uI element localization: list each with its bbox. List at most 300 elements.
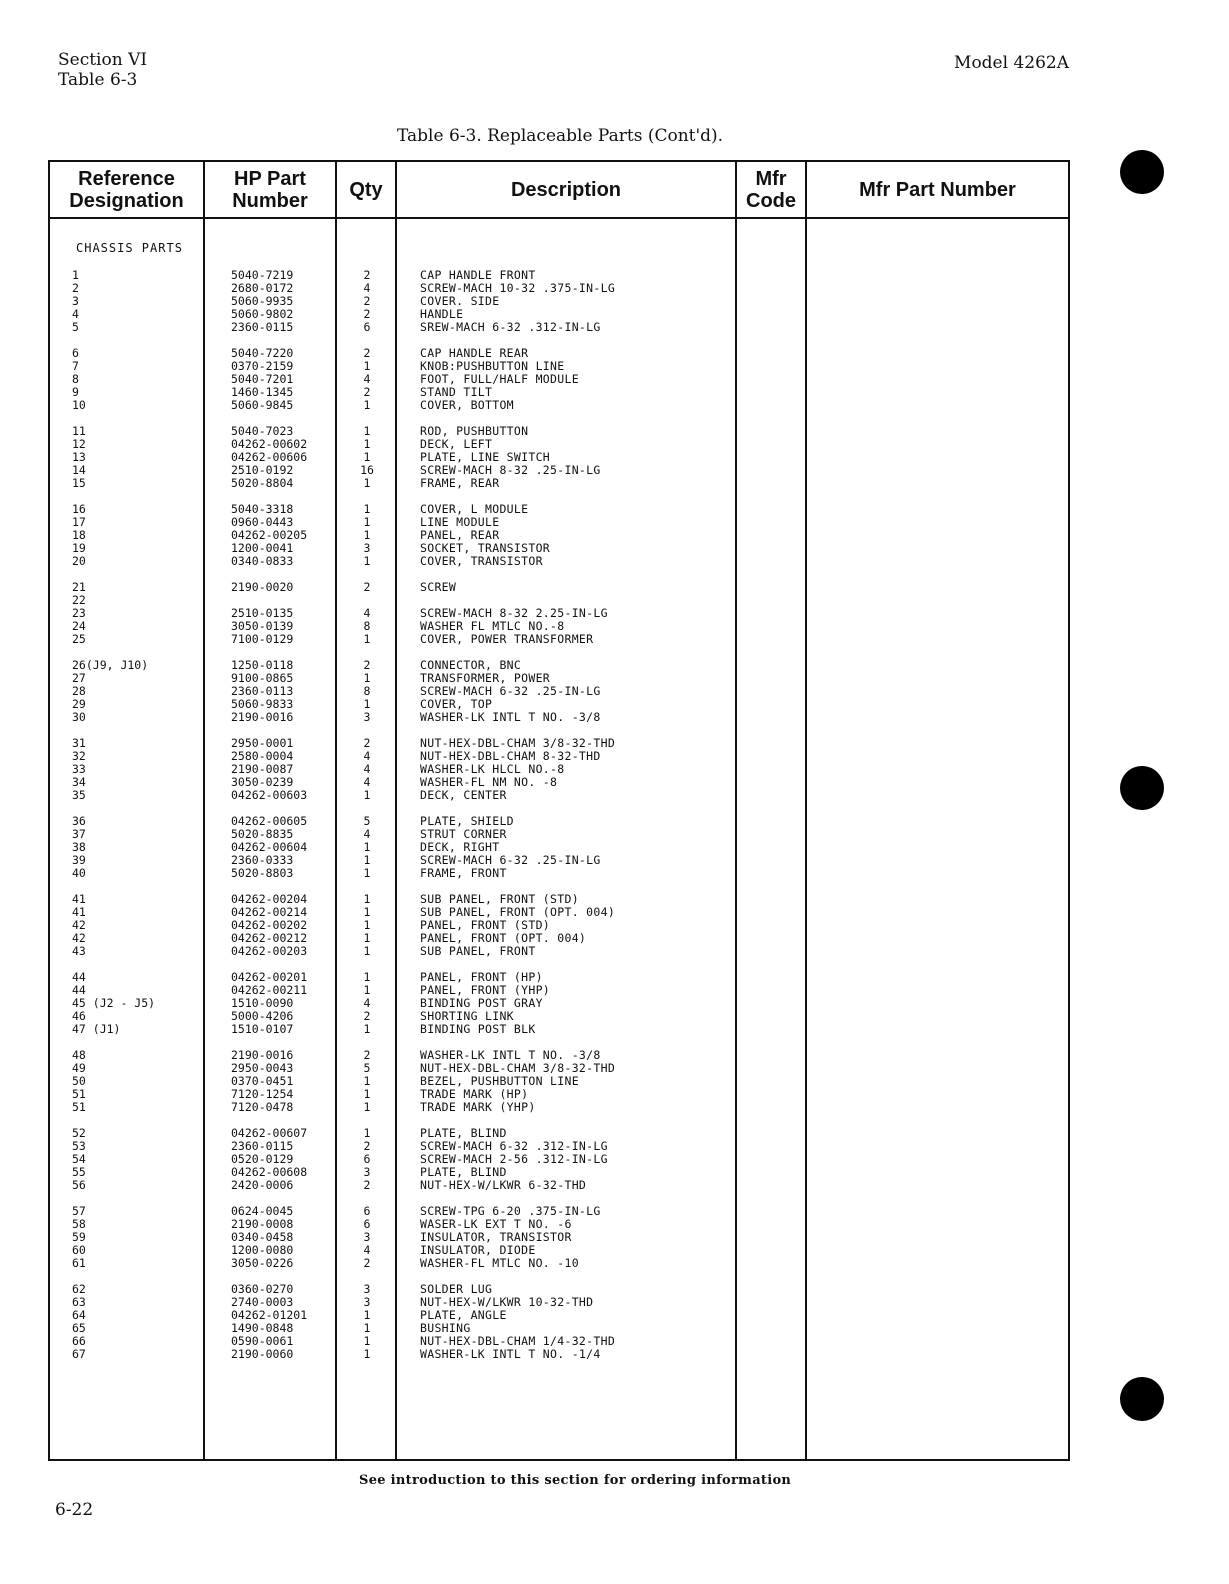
hp-part-number: 1460-1345	[231, 385, 294, 399]
quantity: 1	[363, 905, 371, 919]
description: PLATE, LINE SWITCH	[420, 450, 551, 464]
ref-designation: 26(J9, J10)	[72, 658, 149, 672]
hp-part-number: 04262-00606	[231, 450, 308, 464]
quantity: 1	[363, 398, 371, 412]
quantity: 1	[363, 840, 371, 854]
ref-designation: 9	[72, 385, 79, 399]
hp-part-number: 5040-3318	[231, 502, 294, 516]
ref-designation: 64	[72, 1308, 86, 1322]
table-row	[50, 373, 1068, 386]
description: SUB PANEL, FRONT (OPT. 004)	[420, 905, 616, 919]
binder-hole	[1120, 150, 1164, 194]
ref-designation: 62	[72, 1282, 86, 1296]
description: DECK, CENTER	[420, 788, 507, 802]
hp-part-number: 2360-0115	[231, 1139, 294, 1153]
parts-group	[50, 425, 1068, 490]
hp-part-number: 1250-0118	[231, 658, 294, 672]
description: ROD, PUSHBUTTON	[420, 424, 529, 438]
quantity: 3	[363, 1295, 371, 1309]
ref-designation: 36	[72, 814, 86, 828]
table-row	[50, 542, 1068, 555]
quantity: 3	[363, 1165, 371, 1179]
description: PANEL, FRONT (STD)	[420, 918, 551, 932]
ref-designation: 53	[72, 1139, 86, 1153]
hp-part-number: 0340-0833	[231, 554, 294, 568]
description: PANEL, FRONT (OPT. 004)	[420, 931, 587, 945]
ref-designation: 51	[72, 1087, 86, 1101]
ref-designation: 20	[72, 554, 86, 568]
description: SCREW-MACH 2-56 .312-IN-LG	[420, 1152, 608, 1166]
description: WASHER-LK INTL T NO. -3/8	[420, 1048, 601, 1062]
quantity: 1	[363, 502, 371, 516]
table-row	[50, 438, 1068, 451]
quantity: 1	[363, 1347, 371, 1361]
ref-designation: 7	[72, 359, 79, 373]
table-row	[50, 1075, 1068, 1088]
quantity: 4	[363, 281, 371, 295]
quantity: 2	[363, 1009, 371, 1023]
ref-designation: 23	[72, 606, 86, 620]
hp-part-number: 7100-0129	[231, 632, 294, 646]
hp-part-number: 2360-0115	[231, 320, 294, 334]
parts-group	[50, 815, 1068, 880]
ref-designation: 16	[72, 502, 86, 516]
ref-designation: 47 (J1)	[72, 1022, 121, 1036]
hp-part-number: 2190-0020	[231, 580, 294, 594]
description: INSULATOR, TRANSISTOR	[420, 1230, 572, 1244]
quantity: 4	[363, 996, 371, 1010]
hp-part-number: 2360-0113	[231, 684, 294, 698]
table-row	[50, 321, 1068, 334]
hp-part-number: 1200-0041	[231, 541, 294, 555]
quantity: 1	[363, 450, 371, 464]
description: SUB PANEL, FRONT (STD)	[420, 892, 579, 906]
parts-group	[50, 893, 1068, 958]
hp-part-number: 04262-00202	[231, 918, 308, 932]
description: WASHER-LK HLCL NO.-8	[420, 762, 565, 776]
description: BINDING POST GRAY	[420, 996, 543, 1010]
quantity: 2	[363, 268, 371, 282]
quantity: 6	[363, 1204, 371, 1218]
hp-part-number: 04262-00204	[231, 892, 308, 906]
description: SHORTING LINK	[420, 1009, 514, 1023]
quantity: 1	[363, 788, 371, 802]
description: KNOB:PUSHBUTTON LINE	[420, 359, 565, 373]
ref-designation: 27	[72, 671, 86, 685]
table-row	[50, 464, 1068, 477]
ref-designation: 57	[72, 1204, 86, 1218]
hp-part-number: 0370-0451	[231, 1074, 294, 1088]
ref-designation: 12	[72, 437, 86, 451]
parts-group	[50, 1205, 1068, 1270]
quantity: 1	[363, 866, 371, 880]
description: SCREW	[420, 580, 457, 594]
ref-designation: 48	[72, 1048, 86, 1062]
parts-group	[50, 659, 1068, 724]
ref-designation: 13	[72, 450, 86, 464]
description: CAP HANDLE FRONT	[420, 268, 536, 282]
footer-note: See introduction to this section for ordering information	[359, 1473, 792, 1488]
hp-part-number: 2190-0016	[231, 1048, 294, 1062]
table-row	[50, 1257, 1068, 1270]
table-ref-label: Table 6-3	[58, 70, 138, 90]
table-row	[50, 932, 1068, 945]
ref-designation: 63	[72, 1295, 86, 1309]
description: NUT-HEX-DBL-CHAM 8-32-THD	[420, 749, 601, 763]
quantity: 4	[363, 372, 371, 386]
quantity: 1	[363, 970, 371, 984]
quantity: 8	[363, 619, 371, 633]
ref-designation: 44	[72, 983, 86, 997]
quantity: 2	[363, 580, 371, 594]
ref-designation: 22	[72, 593, 86, 607]
description: PANEL, FRONT (YHP)	[420, 983, 551, 997]
table-row	[50, 906, 1068, 919]
ref-designation: 25	[72, 632, 86, 646]
table-row	[50, 1179, 1068, 1192]
ref-designation: 4	[72, 307, 79, 321]
description: COVER, BOTTOM	[420, 398, 514, 412]
hp-part-number: 5020-8803	[231, 866, 294, 880]
ref-designation: 6	[72, 346, 79, 360]
table-row	[50, 425, 1068, 438]
parts-group	[50, 1127, 1068, 1192]
hp-part-number: 04262-00603	[231, 788, 308, 802]
ref-designation: 54	[72, 1152, 86, 1166]
ref-designation: 3	[72, 294, 79, 308]
description: TRADE MARK (YHP)	[420, 1100, 536, 1114]
description: WASER-LK EXT T NO. -6	[420, 1217, 572, 1231]
parts-group	[50, 1283, 1068, 1361]
parts-group	[50, 503, 1068, 568]
ref-designation: 33	[72, 762, 86, 776]
ref-designation: 24	[72, 619, 86, 633]
table-row	[50, 776, 1068, 789]
ref-designation: 19	[72, 541, 86, 555]
ref-designation: 42	[72, 931, 86, 945]
parts-table	[48, 160, 1070, 1461]
ref-designation: 38	[72, 840, 86, 854]
ref-designation: 44	[72, 970, 86, 984]
quantity: 1	[363, 671, 371, 685]
ref-designation: 31	[72, 736, 86, 750]
ref-designation: 37	[72, 827, 86, 841]
parts-list	[50, 269, 1068, 1374]
quantity: 3	[363, 1282, 371, 1296]
hp-part-number: 5020-8835	[231, 827, 294, 841]
quantity: 1	[363, 697, 371, 711]
description: BEZEL, PUSHBUTTON LINE	[420, 1074, 579, 1088]
ref-designation: 55	[72, 1165, 86, 1179]
page-number: 6-22	[55, 1500, 94, 1520]
hp-part-number: 3050-0139	[231, 619, 294, 633]
description: COVER, TRANSISTOR	[420, 554, 543, 568]
quantity: 1	[363, 918, 371, 932]
description: FOOT, FULL/HALF MODULE	[420, 372, 579, 386]
quantity: 2	[363, 346, 371, 360]
hp-part-number: 1200-0080	[231, 1243, 294, 1257]
hp-part-number: 5000-4206	[231, 1009, 294, 1023]
hp-part-number: 2740-0003	[231, 1295, 294, 1309]
quantity: 1	[363, 528, 371, 542]
hp-part-number: 2190-0008	[231, 1217, 294, 1231]
table-row	[50, 1010, 1068, 1023]
ref-designation: 29	[72, 697, 86, 711]
hp-part-number: 3050-0226	[231, 1256, 294, 1270]
description: SOLDER LUG	[420, 1282, 493, 1296]
hp-part-number: 04262-00605	[231, 814, 308, 828]
hp-part-number: 0590-0061	[231, 1334, 294, 1348]
description: COVER. SIDE	[420, 294, 500, 308]
hp-part-number: 04262-00211	[231, 983, 308, 997]
table-row	[50, 1153, 1068, 1166]
ref-designation: 51	[72, 1100, 86, 1114]
description: PLATE, BLIND	[420, 1165, 507, 1179]
description: PANEL, REAR	[420, 528, 500, 542]
hp-part-number: 0370-2159	[231, 359, 294, 373]
table-row	[50, 867, 1068, 880]
ref-designation: 40	[72, 866, 86, 880]
ref-designation: 56	[72, 1178, 86, 1192]
quantity: 2	[363, 736, 371, 750]
parts-group	[50, 971, 1068, 1036]
quantity: 2	[363, 307, 371, 321]
table-row	[50, 815, 1068, 828]
hp-part-number: 5040-7220	[231, 346, 294, 360]
hp-part-number: 2190-0016	[231, 710, 294, 724]
quantity: 1	[363, 1074, 371, 1088]
hp-part-number: 2680-0172	[231, 281, 294, 295]
description: PLATE, ANGLE	[420, 1308, 507, 1322]
quantity: 1	[363, 1100, 371, 1114]
hp-part-number: 5060-9833	[231, 697, 294, 711]
table-row	[50, 555, 1068, 568]
hp-part-number: 04262-00214	[231, 905, 308, 919]
ref-designation: 65	[72, 1321, 86, 1335]
col-header-mfr-code: Mfr Code	[746, 167, 796, 212]
ref-designation: 14	[72, 463, 86, 477]
col-header-hp-part: HP Part Number	[232, 167, 308, 212]
section-heading: CHASSIS PARTS	[76, 241, 183, 255]
hp-part-number: 7120-0478	[231, 1100, 294, 1114]
col-header-mfr-part: Mfr Part Number	[859, 178, 1016, 201]
binder-hole	[1120, 766, 1164, 810]
description: SOCKET, TRANSISTOR	[420, 541, 551, 555]
hp-part-number: 2950-0043	[231, 1061, 294, 1075]
table-row	[50, 282, 1068, 295]
description: SREW-MACH 6-32 .312-IN-LG	[420, 320, 601, 334]
hp-part-number: 04262-00212	[231, 931, 308, 945]
hp-part-number: 2580-0004	[231, 749, 294, 763]
hp-part-number: 04262-00602	[231, 437, 308, 451]
quantity: 2	[363, 1178, 371, 1192]
quantity: 1	[363, 515, 371, 529]
hp-part-number: 0340-0458	[231, 1230, 294, 1244]
parts-group	[50, 269, 1068, 334]
description: WASHER-FL NM NO. -8	[420, 775, 558, 789]
hp-part-number: 0520-0129	[231, 1152, 294, 1166]
description: SCREW-MACH 6-32 .25-IN-LG	[420, 684, 601, 698]
hp-part-number: 04262-00607	[231, 1126, 308, 1140]
table-row	[50, 685, 1068, 698]
ref-designation: 34	[72, 775, 86, 789]
quantity: 2	[363, 385, 371, 399]
description: SCREW-MACH 8-32 2.25-IN-LG	[420, 606, 608, 620]
description: NUT-HEX-W/LKWR 10-32-THD	[420, 1295, 594, 1309]
description: CONNECTOR, BNC	[420, 658, 522, 672]
quantity: 2	[363, 1048, 371, 1062]
quantity: 1	[363, 1321, 371, 1335]
ref-designation: 28	[72, 684, 86, 698]
quantity: 2	[363, 1139, 371, 1153]
quantity: 3	[363, 1230, 371, 1244]
hp-part-number: 04262-00604	[231, 840, 308, 854]
quantity: 3	[363, 541, 371, 555]
description: WASHER-LK INTL T NO. -1/4	[420, 1347, 601, 1361]
quantity: 1	[363, 554, 371, 568]
hp-part-number: 2420-0006	[231, 1178, 294, 1192]
hp-part-number: 2510-0135	[231, 606, 294, 620]
quantity: 1	[363, 424, 371, 438]
table-title: Table 6-3. Replaceable Parts (Cont'd).	[397, 126, 724, 146]
hp-part-number: 2190-0087	[231, 762, 294, 776]
hp-part-number: 1490-0848	[231, 1321, 294, 1335]
hp-part-number: 2510-0192	[231, 463, 294, 477]
quantity: 1	[363, 931, 371, 945]
table-row	[50, 529, 1068, 542]
hp-part-number: 0624-0045	[231, 1204, 294, 1218]
description: PLATE, SHIELD	[420, 814, 514, 828]
description: PANEL, FRONT (HP)	[420, 970, 543, 984]
quantity: 8	[363, 684, 371, 698]
hp-part-number: 2190-0060	[231, 1347, 294, 1361]
table-row	[50, 1088, 1068, 1101]
description: SCREW-MACH 6-32 .25-IN-LG	[420, 853, 601, 867]
ref-designation: 42	[72, 918, 86, 932]
table-row	[50, 1231, 1068, 1244]
quantity: 1	[363, 1022, 371, 1036]
description: WASHER-LK INTL T NO. -3/8	[420, 710, 601, 724]
ref-designation: 45 (J2 - J5)	[72, 996, 156, 1010]
model-label: Model 4262A	[954, 53, 1069, 73]
description: NUT-HEX-DBL-CHAM 3/8-32-THD	[420, 736, 616, 750]
hp-part-number: 5060-9802	[231, 307, 294, 321]
section-label: Section VI	[58, 50, 148, 70]
hp-part-number: 3050-0239	[231, 775, 294, 789]
quantity: 1	[363, 944, 371, 958]
quantity: 1	[363, 476, 371, 490]
ref-designation: 18	[72, 528, 86, 542]
hp-part-number: 9100-0865	[231, 671, 294, 685]
ref-designation: 35	[72, 788, 86, 802]
ref-designation: 50	[72, 1074, 86, 1088]
ref-designation: 11	[72, 424, 86, 438]
description: SCREW-MACH 6-32 .312-IN-LG	[420, 1139, 608, 1153]
description: HANDLE	[420, 307, 464, 321]
description: BUSHING	[420, 1321, 471, 1335]
description: FRAME, FRONT	[420, 866, 507, 880]
table-row	[50, 1023, 1068, 1036]
description: SCREW-MACH 10-32 .375-IN-LG	[420, 281, 616, 295]
description: COVER, TOP	[420, 697, 493, 711]
ref-designation: 41	[72, 905, 86, 919]
ref-designation: 30	[72, 710, 86, 724]
quantity: 4	[363, 762, 371, 776]
quantity: 4	[363, 749, 371, 763]
quantity: 2	[363, 294, 371, 308]
table-row	[50, 399, 1068, 412]
hp-part-number: 0960-0443	[231, 515, 294, 529]
quantity: 1	[363, 437, 371, 451]
ref-designation: 52	[72, 1126, 86, 1140]
table-row	[50, 1348, 1068, 1361]
quantity: 4	[363, 1243, 371, 1257]
hp-part-number: 5040-7023	[231, 424, 294, 438]
binder-hole	[1120, 1377, 1164, 1421]
quantity: 5	[363, 1061, 371, 1075]
quantity: 1	[363, 359, 371, 373]
col-header-ref: Reference Designation	[69, 167, 184, 212]
ref-designation: 49	[72, 1061, 86, 1075]
ref-designation: 58	[72, 1217, 86, 1231]
description: NUT-HEX-DBL-CHAM 3/8-32-THD	[420, 1061, 616, 1075]
description: STAND TILT	[420, 385, 493, 399]
hp-part-number: 5020-8804	[231, 476, 294, 490]
ref-designation: 41	[72, 892, 86, 906]
description: SCREW-MACH 8-32 .25-IN-LG	[420, 463, 601, 477]
table-row	[50, 789, 1068, 802]
parts-group	[50, 347, 1068, 412]
description: TRANSFORMER, POWER	[420, 671, 551, 685]
ref-designation: 61	[72, 1256, 86, 1270]
description: BINDING POST BLK	[420, 1022, 536, 1036]
description: SCREW-TPG 6-20 .375-IN-LG	[420, 1204, 601, 1218]
ref-designation: 10	[72, 398, 86, 412]
table-row	[50, 1309, 1068, 1322]
description: SUB PANEL, FRONT	[420, 944, 536, 958]
ref-designation: 66	[72, 1334, 86, 1348]
ref-designation: 2	[72, 281, 79, 295]
hp-part-number: 0360-0270	[231, 1282, 294, 1296]
col-header-description: Description	[510, 178, 622, 201]
table-row	[50, 711, 1068, 724]
table-row	[50, 581, 1068, 594]
hp-part-number: 1510-0107	[231, 1022, 294, 1036]
ref-designation: 21	[72, 580, 86, 594]
table-row	[50, 503, 1068, 516]
quantity: 4	[363, 606, 371, 620]
hp-part-number: 04262-00201	[231, 970, 308, 984]
quantity: 1	[363, 1308, 371, 1322]
ref-designation: 39	[72, 853, 86, 867]
quantity: 6	[363, 320, 371, 334]
hp-part-number: 5040-7219	[231, 268, 294, 282]
table-row	[50, 997, 1068, 1010]
table-row	[50, 659, 1068, 672]
quantity: 5	[363, 814, 371, 828]
quantity: 4	[363, 775, 371, 789]
description: PLATE, BLIND	[420, 1126, 507, 1140]
col-header-qty: Qty	[349, 178, 383, 201]
description: WASHER-FL MTLC NO. -10	[420, 1256, 579, 1270]
quantity: 1	[363, 892, 371, 906]
table-row	[50, 386, 1068, 399]
hp-part-number: 5040-7201	[231, 372, 294, 386]
parts-group	[50, 1049, 1068, 1114]
parts-group	[50, 581, 1068, 646]
quantity: 16	[360, 463, 374, 477]
hp-part-number: 04262-00205	[231, 528, 308, 542]
